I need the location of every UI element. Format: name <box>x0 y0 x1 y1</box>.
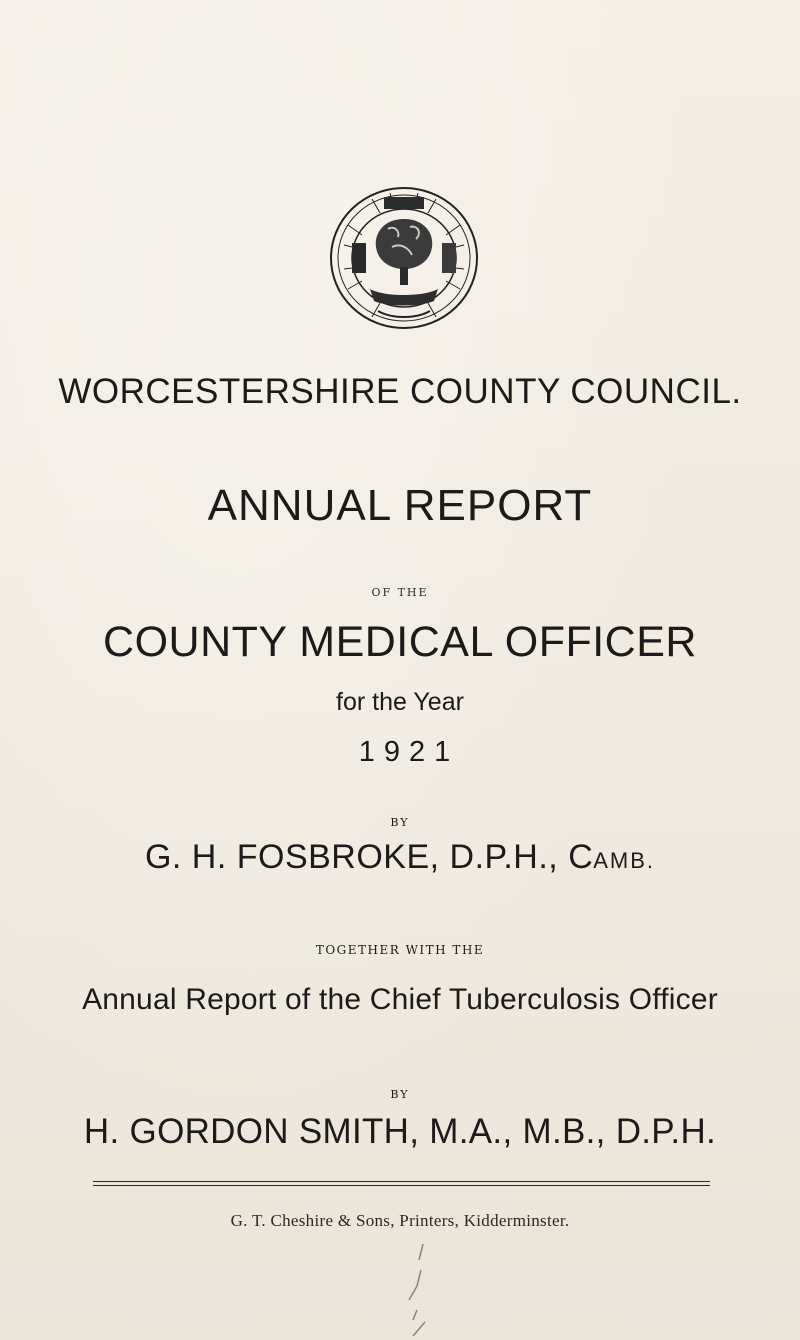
for-year-label: for the Year <box>336 688 464 716</box>
report-year: 1921 <box>358 736 460 768</box>
tuberculosis-officer-name: H. GORDON SMITH, M.A., M.B., D.P.H. <box>83 1112 717 1151</box>
footer-rule-top <box>93 1181 710 1182</box>
of-the-label: OF THE <box>371 586 429 599</box>
pencil-marks-icon <box>395 1240 435 1340</box>
tuberculosis-report-title: Annual Report of the Chief Tuberculosis Officer <box>82 983 718 1016</box>
report-title: ANNUAL REPORT <box>207 481 593 530</box>
degree-rest: AMB. <box>593 848 656 873</box>
together-with-label: TOGETHER WITH THE <box>315 943 485 957</box>
degree-initial: C <box>568 838 594 876</box>
by-label-tuberculosis: BY <box>390 1088 410 1101</box>
footer-rule-bottom <box>93 1185 710 1186</box>
council-title: WORCESTERSHIRE COUNTY COUNCIL. <box>58 372 742 411</box>
officer-title: COUNTY MEDICAL OFFICER <box>103 618 697 666</box>
printer-imprint: G. T. Cheshire & Sons, Printers, Kidderminster. <box>230 1211 570 1230</box>
medical-officer-name <box>0 838 800 877</box>
by-label-medical: BY <box>390 816 410 829</box>
medical-officer-name-main: G. H. FOSBROKE, D.P.H., <box>144 838 569 876</box>
county-seal-icon <box>328 185 480 331</box>
